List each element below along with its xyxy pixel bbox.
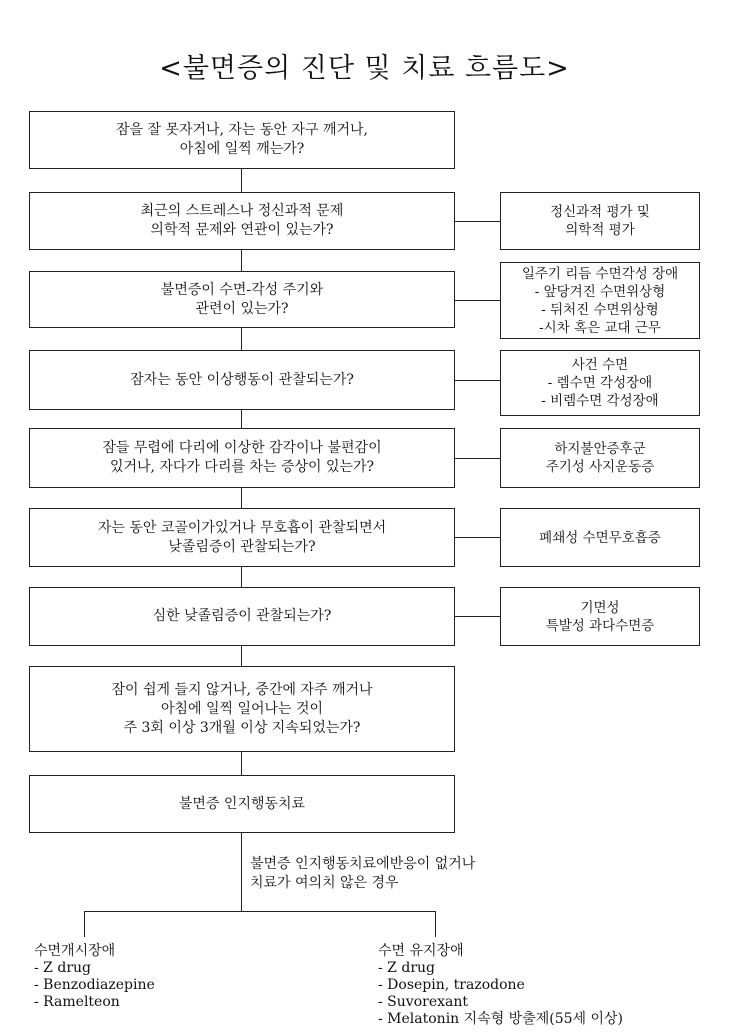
connector-line (241, 168, 242, 192)
connector-line (455, 537, 500, 538)
question-box: 잠을 잘 못자거나, 자는 동안 자구 깨거나, 아침에 일찍 깨는가? (29, 111, 455, 169)
result-box: 사건 수면 - 렘수면 각성장애 - 비렘수면 각성장애 (500, 350, 700, 416)
list-heading: 수면 유지장애 (378, 943, 464, 959)
treatment-box: 불면증 인지행동치료 (29, 775, 455, 833)
question-box: 잠자는 동안 이상행동이 관찰되는가? (29, 350, 455, 410)
result-box: 하지불안증후군 주기성 사지운동증 (500, 428, 700, 488)
connector-line (455, 616, 500, 617)
sleep-onset-list (34, 943, 155, 1011)
connector-line (455, 458, 500, 459)
question-box: 잠들 무렵에 다리에 이상한 감각이나 불편감이 있거나, 자다가 다리를 차는 증상이 있는가? (29, 428, 455, 488)
connector-line (455, 380, 500, 381)
question-box: 잠이 쉽게 들지 않거나, 중간에 자주 깨거나 아침에 일찍 일어나는 것이 주 3회 이상 3개월 이상 지속되었는가? (29, 666, 455, 752)
list-item: - Benzodiazepine (34, 977, 155, 993)
connector-line (241, 833, 242, 911)
question-box: 자는 동안 코골이가있거나 무호흡이 관찰되면서 낮졸림증이 관찰되는가? (29, 508, 455, 567)
connector-line (241, 567, 242, 587)
question-box: 심한 낮졸림증이 관찰되는가? (29, 587, 455, 646)
list-item: - Z drug (378, 960, 435, 976)
list-item: - Melatonin 지속형 방출제(55세 이상) (378, 1011, 623, 1027)
list-item: - Ramelteon (34, 994, 120, 1010)
branch-line (84, 911, 85, 937)
connector-line (241, 488, 242, 508)
list-item: - Suvorexant (378, 994, 468, 1010)
connector-line (241, 410, 242, 428)
list-item: - Dosepin, trazodone (378, 977, 525, 993)
branch-line (435, 911, 436, 937)
connector-line (241, 249, 242, 271)
connector-line (241, 327, 242, 350)
result-box: 일주기 리듬 수면각성 장애 - 앞당겨진 수면위상형 - 뒤처진 수면위상형 -시차 혹은 교대 근무 (500, 262, 700, 339)
non-response-note: 불면증 인지행동치료에반응이 없거나 치료가 여의치 않은 경우 (250, 856, 476, 891)
result-box: 기면성 특발성 과다수면증 (500, 587, 700, 646)
result-box: 정신과적 평가 및 의학적 평가 (500, 192, 700, 250)
sleep-maintenance-list (378, 943, 623, 1028)
question-box: 최근의 스트레스나 정신과적 문제 의학적 문제와 연관이 있는가? (29, 192, 455, 250)
connector-line (241, 646, 242, 666)
list-heading: 수면개시장애 (34, 943, 116, 959)
connector-line (455, 221, 500, 222)
result-box: 폐쇄성 수면무호흡증 (500, 508, 700, 567)
connector-line (241, 752, 242, 775)
question-box: 불면증이 수면-각성 주기와 관련이 있는가? (29, 271, 455, 328)
connector-line (455, 300, 500, 301)
branch-line (84, 911, 436, 912)
list-item: - Z drug (34, 960, 91, 976)
chart-title: <불면증의 진단 및 치료 흐름도> (159, 53, 570, 84)
